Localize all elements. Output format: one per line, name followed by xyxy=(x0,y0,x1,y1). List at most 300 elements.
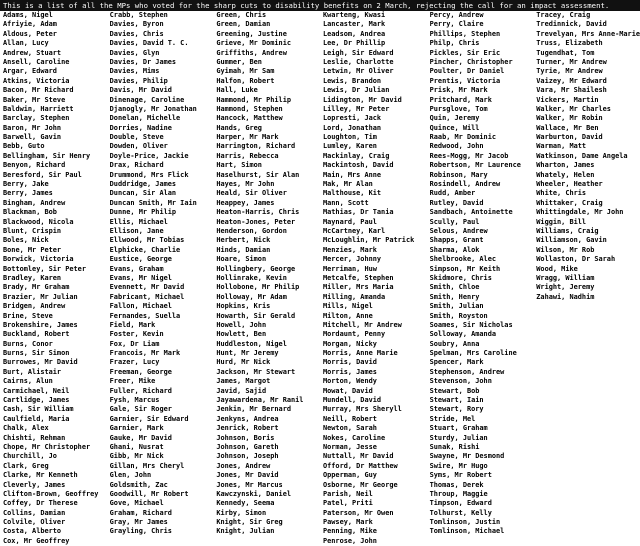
mp-name: Frazer, Lucy xyxy=(109,358,160,367)
mp-name: Blackwood, Nicola xyxy=(3,217,74,226)
mp-name: Vara, Mr Shailesh xyxy=(536,86,607,95)
mp-name: Huddleston, Nigel xyxy=(216,339,287,348)
mp-name: Rudd, Amber xyxy=(429,189,476,198)
mp-name: Davies, David T. C. xyxy=(109,39,189,48)
mp-name: Aldous, Peter xyxy=(3,29,57,38)
mp-name: Glen, John xyxy=(109,471,152,480)
mp-name: Offord, Dr Matthew xyxy=(322,461,398,470)
mp-name: Duddridge, James xyxy=(109,180,177,189)
mp-name: Neill, Robert xyxy=(322,414,377,423)
mp-name: Dunne, Mr Philip xyxy=(109,208,177,217)
mp-name: Walker, Mr Charles xyxy=(536,104,611,113)
mp-name: Tomlinson, Justin xyxy=(429,518,501,527)
mp-name: Milton, Anne xyxy=(322,311,373,320)
mp-name: Whittaker, Craig xyxy=(536,198,603,207)
mp-name: Wood, Mike xyxy=(536,264,578,273)
mp-name: Paterson, Mr Owen xyxy=(322,508,394,517)
mp-name: Pursglove, Tom xyxy=(429,104,488,113)
mp-name: Lilley, Mr Peter xyxy=(322,104,390,113)
mp-name: Coffey, Dr Therese xyxy=(3,499,78,508)
mp-name: Borwick, Victoria xyxy=(3,255,74,264)
mp-name: Allan, Lucy xyxy=(3,39,49,48)
mp-name: Pritchard, Mark xyxy=(429,95,492,104)
mp-name: Caulfield, Maria xyxy=(3,414,70,423)
mp-name: Davis, Mr David xyxy=(109,86,172,95)
mp-name: Stephenson, Andrew xyxy=(429,367,505,376)
mp-name: Swayne, Mr Desmond xyxy=(429,452,505,461)
page-title: This is a list of all the MPs who voted for the sharp cuts to disability benefits on 2 March, rejecting the call for an impact assessment. xyxy=(0,0,640,11)
mp-name: Evans, Graham xyxy=(109,264,164,273)
mp-name: Pawsey, Mark xyxy=(322,518,373,527)
mp-name: Lewis, Brandon xyxy=(322,76,382,85)
mp-name: Morris, Anne Marie xyxy=(322,349,398,358)
mp-name: Tyrie, Mr Andrew xyxy=(536,67,603,76)
mp-name: Donelan, Michelle xyxy=(109,114,181,123)
mp-name: Duncan, Sir Alan xyxy=(109,189,177,198)
mp-name: Pickles, Sir Eric xyxy=(429,48,501,57)
mp-name: Lancaster, Mark xyxy=(322,20,386,29)
mp-name: Morris, James xyxy=(322,367,377,376)
mp-name: Garnier, Mark xyxy=(109,424,164,433)
mp-name: Bacon, Mr Richard xyxy=(3,86,74,95)
mp-name: Cash, Sir William xyxy=(3,405,74,414)
mp-name: Gummer, Ben xyxy=(216,57,262,66)
mp-name: Evans, Mr Nigel xyxy=(109,273,172,282)
mp-name: Burns, Conor xyxy=(3,339,53,348)
mp-name: Simpson, Mr Keith xyxy=(429,264,501,273)
name-column-4 xyxy=(320,11,427,546)
mp-name: Baker, Mr Steve xyxy=(3,95,66,104)
mp-name: Stewart, Iain xyxy=(429,396,484,405)
mp-name: Fabricant, Michael xyxy=(109,292,185,301)
mp-name: Vaizey, Mr Edward xyxy=(536,76,607,85)
mp-name: Main, Mrs Anne xyxy=(322,170,382,179)
mp-name: Chope, Mr Christopher xyxy=(3,442,91,451)
mp-name: Mak, Mr Alan xyxy=(322,180,373,189)
mp-name: Davies, Byron xyxy=(109,20,164,29)
mp-name: Redwood, John xyxy=(429,142,484,151)
mp-name: Raab, Mr Dominic xyxy=(429,133,497,142)
mp-name: Harris, Rebecca xyxy=(216,151,279,160)
mp-name: Morris, David xyxy=(322,358,377,367)
mp-name: Wiggin, Bill xyxy=(536,217,587,226)
mp-name: Hayes, Mr John xyxy=(216,180,275,189)
mp-name: Wharton, James xyxy=(536,161,595,170)
mp-name: Brine, Steve xyxy=(3,311,53,320)
mp-name: Davies, Dr James xyxy=(109,57,177,66)
mp-name: Swire, Mr Hugo xyxy=(429,461,488,470)
name-column-3 xyxy=(213,11,320,546)
mp-name: Kwarteng, Kwasi xyxy=(322,11,386,19)
mp-name: Gray, Mr James xyxy=(109,518,168,527)
mp-name: Andrew, Stuart xyxy=(3,48,62,57)
mp-name: Wragg, William xyxy=(536,273,595,282)
mp-name: Javid, Sajid xyxy=(216,386,267,395)
mp-name: Williams, Craig xyxy=(536,226,599,235)
mp-name: Graham, Richard xyxy=(109,508,172,517)
mp-name: Blackman, Bob xyxy=(3,208,57,217)
mp-name: Atkins, Victoria xyxy=(3,76,70,85)
mp-name: Grieve, Mr Dominic xyxy=(216,39,291,48)
mp-name: Harrington, Richard xyxy=(216,142,296,151)
mp-name: Clark, Greg xyxy=(3,461,49,470)
mp-name: Walker, Mr Robin xyxy=(536,114,603,123)
mp-name: Cartlidge, James xyxy=(3,396,70,405)
mp-name: Colvile, Oliver xyxy=(3,518,66,527)
mp-name: Osborne, Mr George xyxy=(322,480,398,489)
mp-name: Stuart, Graham xyxy=(429,424,488,433)
mp-name: Clarke, Mr Kenneth xyxy=(3,471,78,480)
mp-name: Hart, Simon xyxy=(216,161,262,170)
mp-name: Tracey, Craig xyxy=(536,11,591,19)
mp-name: Scully, Paul xyxy=(429,217,480,226)
mp-name: Syms, Mr Robert xyxy=(429,471,492,480)
name-column-6 xyxy=(533,11,640,546)
mp-name: Wollaston, Dr Sarah xyxy=(536,255,616,264)
mp-name: Howell, John xyxy=(216,320,267,329)
mp-name: Lee, Dr Phillip xyxy=(322,39,386,48)
mp-name: Metcalfe, Stephen xyxy=(322,273,394,282)
mp-name: Green, Chris xyxy=(216,11,267,19)
mp-name: Dorries, Nadine xyxy=(109,123,172,132)
mp-name: Mordaunt, Penny xyxy=(322,330,386,339)
mp-name: Poulter, Dr Daniel xyxy=(429,67,505,76)
mp-name: Mercer, Johnny xyxy=(322,255,382,264)
mp-name: Shapps, Grant xyxy=(429,236,484,245)
mp-name: Hinds, Damian xyxy=(216,245,271,254)
mp-name: Freeman, George xyxy=(109,367,172,376)
mp-name: Evennett, Mr David xyxy=(109,283,185,292)
mp-name: Howlett, Ben xyxy=(216,330,267,339)
mp-name: Zahawi, Nadhim xyxy=(536,292,595,301)
mp-name: McCartney, Karl xyxy=(322,226,386,235)
mp-name: Leigh, Sir Edward xyxy=(322,48,394,57)
mp-name: Davies, Mims xyxy=(109,67,160,76)
mp-name: Phillips, Stephen xyxy=(429,29,501,38)
mp-name: Whittingdale, Mr John xyxy=(536,208,624,217)
mp-name: Heaton-Jones, Peter xyxy=(216,217,296,226)
mp-name: Morton, Wendy xyxy=(322,377,377,386)
mp-name: Robinson, Mary xyxy=(429,170,488,179)
mp-name: Skidmore, Chris xyxy=(429,273,492,282)
mp-name: Hammond, Mr Philip xyxy=(216,95,291,104)
mp-name: Thomas, Derek xyxy=(429,480,484,489)
mp-name: Tredinnick, David xyxy=(536,20,607,29)
mp-name: Wallace, Mr Ben xyxy=(536,123,599,132)
mp-name: Morgan, Nicky xyxy=(322,339,377,348)
mp-name: Jenrick, Robert xyxy=(216,424,279,433)
mp-name: Bradley, Karen xyxy=(3,273,62,282)
mp-name: Blunt, Crispin xyxy=(3,226,62,235)
mp-name: Prisk, Mr Mark xyxy=(429,86,488,95)
mp-name: McLoughlin, Mr Patrick xyxy=(322,236,415,245)
mp-name: Chalk, Alex xyxy=(3,424,49,433)
mp-name: Knight, Sir Greg xyxy=(216,518,283,527)
mp-name: Sunak, Rishi xyxy=(429,442,480,451)
mp-name: Duncan Smith, Mr Iain xyxy=(109,198,197,207)
mp-name: Stevenson, John xyxy=(429,377,492,386)
mp-name: Burns, Sir Simon xyxy=(3,349,70,358)
name-column-1 xyxy=(0,11,107,546)
mp-name: Mitchell, Mr Andrew xyxy=(322,320,402,329)
mp-name: Sturdy, Julian xyxy=(429,433,488,442)
mp-name: Quin, Jeremy xyxy=(429,114,480,123)
mp-name: Hopkins, Kris xyxy=(216,302,271,311)
mp-name: Jones, Andrew xyxy=(216,461,271,470)
mp-name: Newton, Sarah xyxy=(322,424,377,433)
mp-name: Double, Steve xyxy=(109,133,164,142)
mp-name: Smith, Royston xyxy=(429,311,488,320)
mp-name: Penrose, John xyxy=(322,536,377,545)
mp-name: Wright, Jeremy xyxy=(536,283,595,292)
mp-name: Adams, Nigel xyxy=(3,11,53,19)
mp-name: Soubry, Anna xyxy=(429,339,480,348)
mp-name: Costa, Alberto xyxy=(3,527,62,536)
mp-name: Jenkyns, Andrea xyxy=(216,414,279,423)
mp-name: Benyon, Richard xyxy=(3,161,66,170)
mp-name: Spelman, Mrs Caroline xyxy=(429,349,517,358)
mp-name: Bridgen, Andrew xyxy=(3,302,66,311)
mp-name: Rutley, David xyxy=(429,198,484,207)
mp-name: Wilson, Mr Rob xyxy=(536,245,595,254)
mp-name: Field, Mark xyxy=(109,320,156,329)
mp-name: Berry, James xyxy=(3,189,53,198)
mp-name: Beresford, Sir Paul xyxy=(3,170,82,179)
name-column-5 xyxy=(427,11,534,546)
mp-name: Harper, Mr Mark xyxy=(216,133,279,142)
mp-name: Hammond, Stephen xyxy=(216,104,283,113)
mp-name: Eustice, George xyxy=(109,255,172,264)
mp-name: Warman, Matt xyxy=(536,142,587,151)
mp-name: Ellison, Jane xyxy=(109,226,164,235)
mp-name: Maynard, Paul xyxy=(322,217,377,226)
mp-name: Afriyie, Adam xyxy=(3,20,57,29)
mp-name: Greening, Justine xyxy=(216,29,287,38)
mp-name: Hancock, Matthew xyxy=(216,114,283,123)
mp-name: Burt, Alistair xyxy=(3,367,62,376)
mp-name: Cleverly, James xyxy=(3,480,66,489)
name-column-2 xyxy=(107,11,214,546)
mp-name: Grayling, Chris xyxy=(109,527,172,536)
mp-name: Fysh, Marcus xyxy=(109,396,160,405)
mp-name: Penning, Mike xyxy=(322,527,377,536)
mp-name: Drax, Richard xyxy=(109,161,164,170)
mp-name: Jones, Mr David xyxy=(216,471,279,480)
mp-name: Shelbrooke, Alec xyxy=(429,255,497,264)
mp-name: Leadsom, Andrea xyxy=(322,29,386,38)
mp-name-columns xyxy=(0,11,640,545)
mp-name: Robertson, Mr Laurence xyxy=(429,161,521,170)
mp-name: Johnson, Boris xyxy=(216,433,275,442)
mp-name: Dinenage, Caroline xyxy=(109,95,185,104)
mp-name: Timpson, Edward xyxy=(429,499,492,508)
mp-name: Spencer, Mark xyxy=(429,358,484,367)
mp-name: Opperman, Guy xyxy=(322,471,377,480)
mp-name: Elphicke, Charlie xyxy=(109,245,181,254)
mp-name: Williamson, Gavin xyxy=(536,236,607,245)
mp-name: Stewart, Bob xyxy=(429,386,480,395)
mp-name: Fallon, Michael xyxy=(109,302,172,311)
mp-name: Gillan, Mrs Cheryl xyxy=(109,461,185,470)
mp-name: Quince, Will xyxy=(429,123,480,132)
mp-name: Knight, Julian xyxy=(216,527,275,536)
mp-name: Stride, Mel xyxy=(429,414,476,423)
mp-name: Smith, Henry xyxy=(429,292,480,301)
mp-name: Hollingbery, George xyxy=(216,264,296,273)
mp-name: Hollinrake, Kevin xyxy=(216,273,287,282)
mp-name: Bottomley, Sir Peter xyxy=(3,264,86,273)
mp-name: Johnson, Gareth xyxy=(216,442,279,451)
mp-name: Philp, Chris xyxy=(429,39,480,48)
mp-name: Prentis, Victoria xyxy=(429,76,501,85)
mp-name: Halfon, Robert xyxy=(216,76,275,85)
mp-name: Hunt, Mr Jeremy xyxy=(216,349,279,358)
mp-name: Fuller, Richard xyxy=(109,386,172,395)
mp-name: Brazier, Mr Julian xyxy=(3,292,78,301)
mp-name: Garnier, Sir Edward xyxy=(109,414,189,423)
mp-name: Kirby, Simon xyxy=(216,508,267,517)
mp-name: Goodwill, Mr Robert xyxy=(109,489,189,498)
mp-name: Gauke, Mr David xyxy=(109,433,172,442)
mp-name: Goldsmith, Zac xyxy=(109,480,168,489)
mp-name: Bellingham, Sir Henry xyxy=(3,151,91,160)
mp-name: Hoare, Simon xyxy=(216,255,267,264)
mp-name: Djanogly, Mr Jonathan xyxy=(109,104,197,113)
mp-name: Mathias, Dr Tania xyxy=(322,208,394,217)
mp-name: Foster, Kevin xyxy=(109,330,164,339)
mp-name: Warburton, David xyxy=(536,133,603,142)
mp-name: Griffiths, Andrew xyxy=(216,48,287,57)
mp-name: Fox, Dr Liam xyxy=(109,339,160,348)
mp-name: Berry, Jake xyxy=(3,180,49,189)
mp-name: Tomlinson, Michael xyxy=(429,527,505,536)
mp-name: Jackson, Mr Stewart xyxy=(216,367,296,376)
mp-name: Soames, Sir Nicholas xyxy=(429,320,513,329)
mp-name: Jayawardena, Mr Ranil xyxy=(216,396,304,405)
mp-name: Norman, Jesse xyxy=(322,442,377,451)
mp-name: Barclay, Stephen xyxy=(3,114,70,123)
mp-name: Boles, Nick xyxy=(3,236,49,245)
mp-name: Stewart, Rory xyxy=(429,405,484,414)
mp-name: Barwell, Gavin xyxy=(3,133,62,142)
mp-name: Miller, Mrs Maria xyxy=(322,283,394,292)
mp-name: Milling, Amanda xyxy=(322,292,386,301)
mp-name: Burrowes, Mr David xyxy=(3,358,78,367)
mp-name: Collins, Damian xyxy=(3,508,66,517)
mp-name: Cox, Mr Geoffrey xyxy=(3,536,70,545)
mp-name: Heaton-Harris, Chris xyxy=(216,208,300,217)
mp-name: Throup, Maggie xyxy=(429,489,488,498)
mp-name: Gyimah, Mr Sam xyxy=(216,67,275,76)
mp-name: Lumley, Karen xyxy=(322,142,377,151)
mp-name: James, Margot xyxy=(216,377,271,386)
mp-name: Selous, Andrew xyxy=(429,226,488,235)
mp-name: Chishti, Rehman xyxy=(3,433,66,442)
mp-name: Francois, Mr Mark xyxy=(109,349,181,358)
mp-name: Ellis, Michael xyxy=(109,217,168,226)
mp-name: Churchill, Jo xyxy=(3,452,57,461)
mp-name: Pincher, Christopher xyxy=(429,57,513,66)
mp-name: Carmichael, Neil xyxy=(3,386,70,395)
mp-name: Patel, Priti xyxy=(322,499,373,508)
mp-name: Gove, Michael xyxy=(109,499,164,508)
mp-name: Percy, Andrew xyxy=(429,11,484,19)
mp-name: Ellwood, Mr Tobias xyxy=(109,236,185,245)
mp-name: Gale, Sir Roger xyxy=(109,405,172,414)
mp-name: Sandbach, Antoinette xyxy=(429,208,513,217)
mp-name: Parish, Neil xyxy=(322,489,373,498)
mp-name: Davies, Philip xyxy=(109,76,168,85)
mp-name: Rees-Mogg, Mr Jacob xyxy=(429,151,509,160)
mp-name: Freer, Mike xyxy=(109,377,156,386)
mp-name: Mackintosh, David xyxy=(322,161,394,170)
mp-name: Murray, Mrs Sheryll xyxy=(322,405,402,414)
mp-name: Ghani, Nusrat xyxy=(109,442,164,451)
mp-name: Jones, Mr Marcus xyxy=(216,480,283,489)
mp-name: Solloway, Amanda xyxy=(429,330,497,339)
mp-name: Lopresti, Jack xyxy=(322,114,382,123)
mp-name: Malthouse, Kit xyxy=(322,189,382,198)
mp-name: Watkinson, Dame Angela xyxy=(536,151,628,160)
mp-name: Mills, Nigel xyxy=(322,302,373,311)
mp-name: Hands, Greg xyxy=(216,123,262,132)
mp-name: Baron, Mr John xyxy=(3,123,62,132)
mp-name: Davies, Chris xyxy=(109,29,164,38)
mp-name: Haselhurst, Sir Alan xyxy=(216,170,300,179)
mp-name: Gibb, Mr Nick xyxy=(109,452,164,461)
mp-name: Loughton, Tim xyxy=(322,133,377,142)
mp-name: Hall, Luke xyxy=(216,86,258,95)
mp-name: Johnson, Joseph xyxy=(216,452,279,461)
mp-name: Henderson, Gordon xyxy=(216,226,287,235)
mp-name: Lidington, Mr David xyxy=(322,95,402,104)
mp-name: Letwin, Mr Oliver xyxy=(322,67,394,76)
mp-name: Clifton-Brown, Geoffrey xyxy=(3,489,99,498)
mp-name: Brady, Mr Graham xyxy=(3,283,70,292)
mp-name: Crabb, Stephen xyxy=(109,11,168,19)
mp-name: Smith, Julian xyxy=(429,302,484,311)
mp-name: Davies, Glyn xyxy=(109,48,160,57)
mp-name: Fernandes, Suella xyxy=(109,311,181,320)
mp-name: Hurd, Mr Nick xyxy=(216,358,271,367)
mp-name: Doyle-Price, Jackie xyxy=(109,151,189,160)
mp-name: Nokes, Caroline xyxy=(322,433,386,442)
mp-name: Bingham, Andrew xyxy=(3,198,66,207)
mp-name: Kennedy, Seema xyxy=(216,499,275,508)
mp-name: Ansell, Caroline xyxy=(3,57,70,66)
mp-name: Lord, Jonathan xyxy=(322,123,382,132)
mp-name: Heald, Sir Oliver xyxy=(216,189,287,198)
mp-name: Hollobone, Mr Philip xyxy=(216,283,300,292)
mp-name: Smith, Chloe xyxy=(429,283,480,292)
mp-name: Holloway, Mr Adam xyxy=(216,292,287,301)
mp-name: Cairns, Alun xyxy=(3,377,53,386)
mp-name: Bone, Mr Peter xyxy=(3,245,62,254)
mp-name: Mowat, David xyxy=(322,386,373,395)
mp-name: Truss, Elizabeth xyxy=(536,39,603,48)
mp-name: White, Chris xyxy=(536,189,587,198)
mp-name: Bebb, Guto xyxy=(3,142,45,151)
mp-name: Buckland, Robert xyxy=(3,330,70,339)
mp-name: Mann, Scott xyxy=(322,198,369,207)
mp-name: Heappey, James xyxy=(216,198,275,207)
mp-name: Merriman, Huw xyxy=(322,264,377,273)
mp-name: Baldwin, Harriett xyxy=(3,104,74,113)
mp-name: Mundell, David xyxy=(322,396,382,405)
mp-name: Herbert, Nick xyxy=(216,236,271,245)
mp-name: Green, Damian xyxy=(216,20,271,29)
mp-name: Jenkin, Mr Bernard xyxy=(216,405,291,414)
